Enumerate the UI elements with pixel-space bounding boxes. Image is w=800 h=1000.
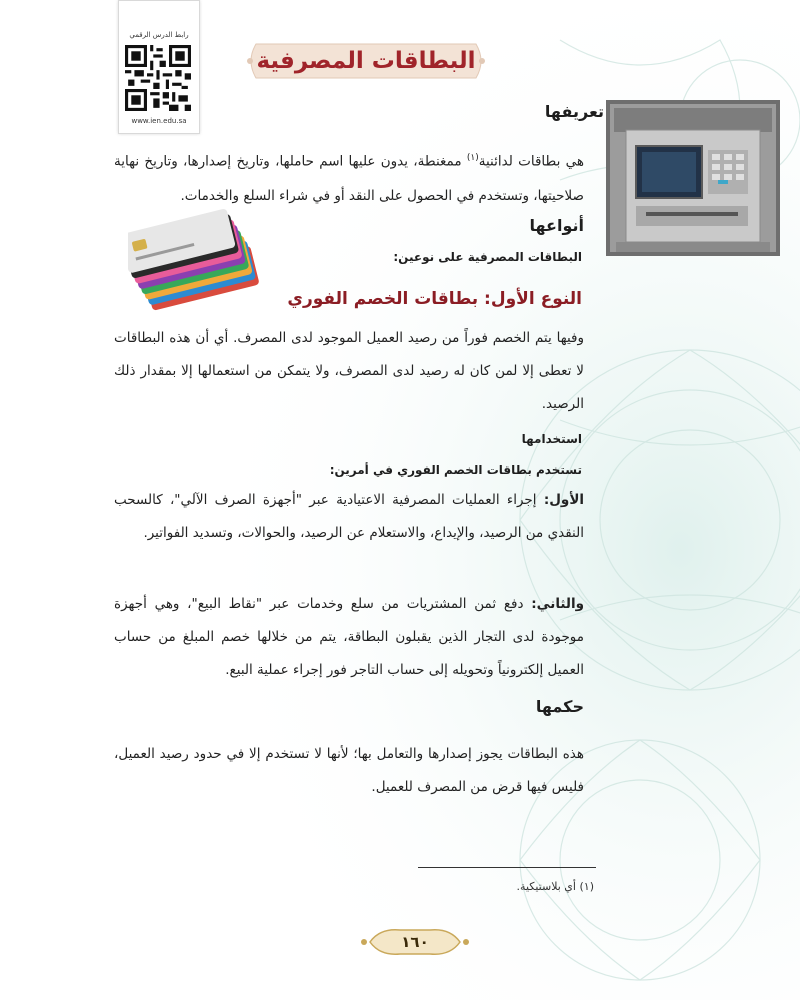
- usage-heading: استخدامها: [521, 432, 582, 446]
- qr-code-panel[interactable]: [118, 0, 200, 134]
- types-heading: أنواعها: [529, 216, 584, 235]
- atm-machine-photo: [606, 100, 780, 256]
- qr-url[interactable]: www.ien.edu.sa: [131, 117, 187, 125]
- first-type-paragraph: وفيها يتم الخصم فوراً من رصيد العميل الموجود لدى المصرف. أي أن هذه البطاقات لا تعطى إلا لمن كان له رصيد لدى المصرف، ولا يتمكن من استعمالها إلا بمقدار ذلك الرصيد.: [114, 330, 584, 412]
- footnote-reference[interactable]: (١): [466, 153, 479, 163]
- usage-first-lead: الأول:: [543, 492, 584, 508]
- footnote-divider: [418, 867, 596, 868]
- page-number-ornament: [360, 924, 470, 960]
- definition-paragraph: [114, 141, 584, 213]
- qr-code-icon[interactable]: [125, 45, 191, 111]
- stack-of-bank-cards-photo: [128, 208, 272, 312]
- qr-label: رابط الدرس الرقمي: [129, 31, 189, 39]
- definition-heading: تعريفها: [544, 102, 604, 121]
- usage-second-lead: والثاني:: [531, 596, 584, 612]
- ruling-heading: حكمها: [535, 697, 584, 716]
- usage-second-item: [114, 588, 584, 687]
- definition-text-start: هي بطاقات لدائنية: [478, 153, 584, 170]
- usage-second-text: دفع ثمن المشتريات من سلع وخدمات عبر "نقاط البيع"، وهي أجهزة موجودة لدى التجار الذين يقبلون البطاقة، يتم من خلالها خصم المبلغ من حساب العميل إلكترونياً وتحويله إلى حساب التاجر فور إجراء عملية البيع.: [114, 596, 584, 678]
- usage-first-text: إجراء العمليات المصرفية الاعتيادية عبر "أجهزة الصرف الآلي"، كالسحب النقدي من الرصيد، والإيداع، والاستعلام عن الرصيد، والحوالات، وتسديد الفواتير.: [114, 492, 584, 541]
- definition-text-rest: ممغنطة، يدون عليها اسم حاملها، وتاريخ إصدارها، وتاريخ نهاية صلاحيتها، وتستخدم في الحصول على النقد أو في شراء السلع والخدمات.: [114, 153, 584, 204]
- types-intro: البطاقات المصرفية على نوعين:: [393, 250, 582, 264]
- page-number: ١٦٠: [401, 933, 429, 951]
- title-banner: [242, 38, 490, 84]
- footnote-text: (١) أي بلاستيكية.: [516, 880, 594, 893]
- first-type-title: النوع الأول: بطاقات الخصم الفوري: [287, 289, 582, 309]
- usage-first-item: [114, 484, 584, 550]
- usage-intro: تستخدم بطاقات الخصم الفوري في أمرين:: [329, 463, 582, 477]
- ruling-paragraph: هذه البطاقات يجوز إصدارها والتعامل بها؛ لأنها لا تستخدم إلا في حدود رصيد العميل، فليس فيها قرض من المصرف للعميل.: [114, 746, 584, 795]
- page-title: البطاقات المصرفية: [256, 48, 476, 74]
